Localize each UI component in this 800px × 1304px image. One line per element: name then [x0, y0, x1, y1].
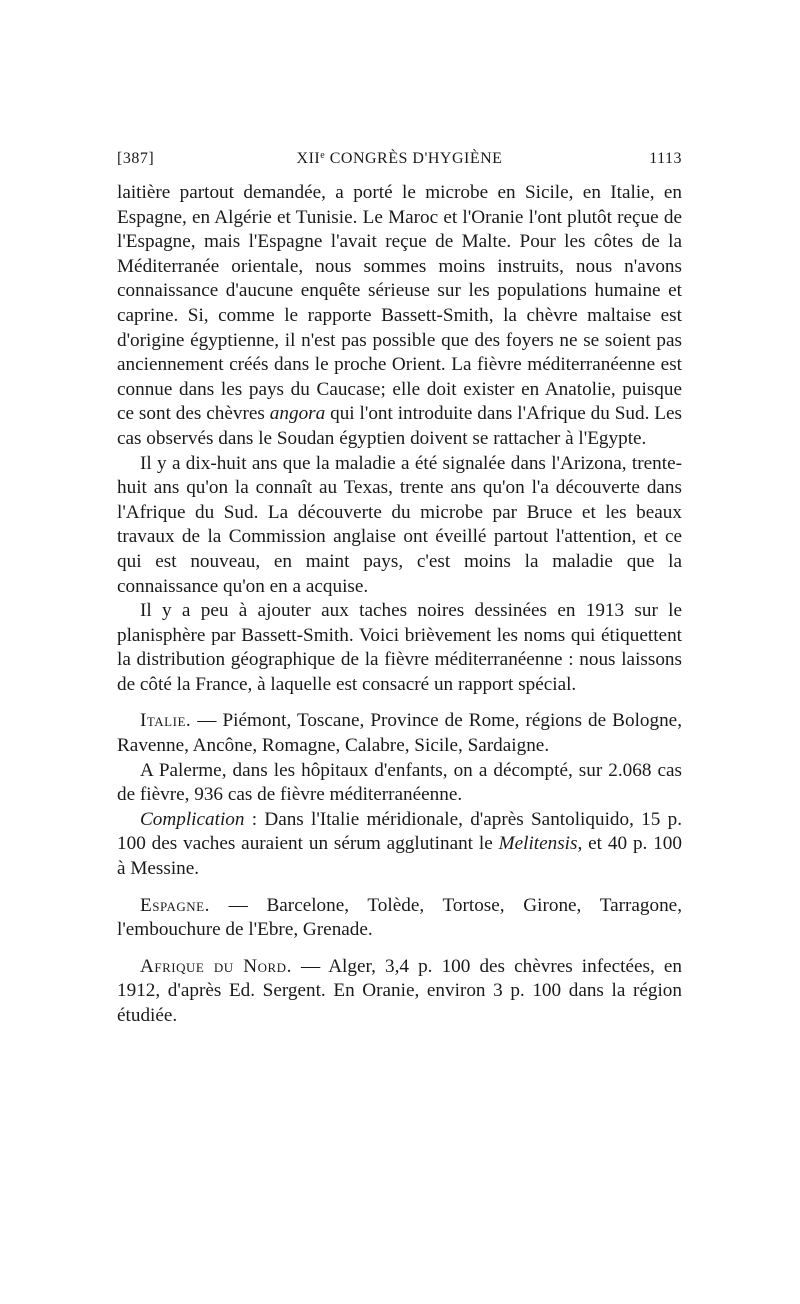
section-text: — Alger, 3,4 p. 100 des chèvres infectées, en 1912, d'après Ed. Sergent. En Oranie, environ 3 p. 100 dans la région étudiée. — [117, 955, 682, 1026]
italic-heading: Complication — [140, 808, 245, 830]
paragraph-text: qui l'ont introduite dans l'Afrique du Sud. Les cas observés dans le Soudan égyptien doivent se rattacher à l'Egypte. — [117, 403, 682, 449]
section-italie — [117, 709, 682, 758]
paragraph-text: : Dans l'Italie méridionale, d'après Santoliquido, 15 p. 100 des vaches auraient un sérum agglutinant le — [117, 808, 682, 855]
section-heading: Espagne. — [140, 894, 210, 916]
running-title-rest: CONGRÈS D'HYGIÈNE — [325, 150, 503, 167]
running-title-sup: e — [320, 150, 326, 161]
body-text — [117, 181, 682, 1029]
section-espagne — [117, 894, 682, 943]
paragraph-text: laitière partout demandée, a porté le microbe en Sicile, en Italie, en Espagne, en Algérie et Tunisie. Le Maroc et l'Oranie l'ont plutôt reçue de l'Espagne, mais l'Espagne l'avait reçue de Malte. Pour les côtes de la Méditerranée orientale, nous sommes moins instruits, nous n'avons connaissance d'aucune enquête sérieuse sur les populations humaine et caprine. Si, comme le rapporte Bassett-Smith, la chèvre maltaise est d'origine égyptienne, il n'est pas possible que des foyers ne se soient pas anciennement créés dans le proche Orient. La fièvre méditerranéenne est connue dans les pays du Caucase; elle doit exister en Anatolie, puisque ce sont des chèvres — [117, 182, 682, 425]
paragraph-geography: Il y a peu à ajouter aux taches noires dessinées en 1913 sur le planisphère par Bassett-Smith. Voici brièvement les noms qui étiquettent la distribution géographique de la fièvre méditerranéenne : nous laissons de côté la France, à laquelle est consacré un rapport spécial. — [117, 600, 682, 695]
paragraph-continuation — [117, 181, 682, 452]
section-text: — Barcelone, Tolède, Tortose, Girone, Tarragone, l'embouchure de l'Ebre, Grenade. — [117, 894, 682, 941]
paragraph-complication — [117, 808, 682, 882]
paragraph-text: et 40 p. 100 à Messine. — [117, 833, 682, 880]
section-text: — Piémont, Toscane, Province de Rome, régions de Bologne, Ravenne, Ancône, Romagne, Calabre, Sicile, Sardaigne. — [117, 710, 682, 757]
page-number: 1113 — [649, 150, 682, 167]
running-title — [117, 150, 682, 168]
page-header — [117, 150, 682, 172]
section-heading: Italie. — [140, 710, 192, 732]
section-heading: Afrique du Nord. — [140, 955, 292, 977]
italic-term: angora — [269, 403, 326, 425]
italic-term: Melitensis, — [498, 833, 583, 855]
paragraph-palerme: A Palerme, dans les hôpitaux d'enfants, on a décompté, sur 2.068 cas de fièvre, 936 cas de fièvre méditerranéenne. — [117, 759, 682, 806]
page-reference: [387] — [117, 150, 155, 167]
paragraph-history: Il y a dix-huit ans que la maladie a été signalée dans l'Arizona, trente-huit ans qu'on la connaît au Texas, trente ans qu'on l'a découverte dans l'Afrique du Sud. La découverte du microbe par Bruce et les beaux travaux de la Commission anglaise ont éveillé partout l'attention, et ce qui est nouveau, en maint pays, c'est moins la maladie que la connaissance qu'on en a acquise. — [117, 452, 682, 597]
running-title-main: XII — [296, 150, 321, 167]
section-afrique-du-nord — [117, 955, 682, 1029]
